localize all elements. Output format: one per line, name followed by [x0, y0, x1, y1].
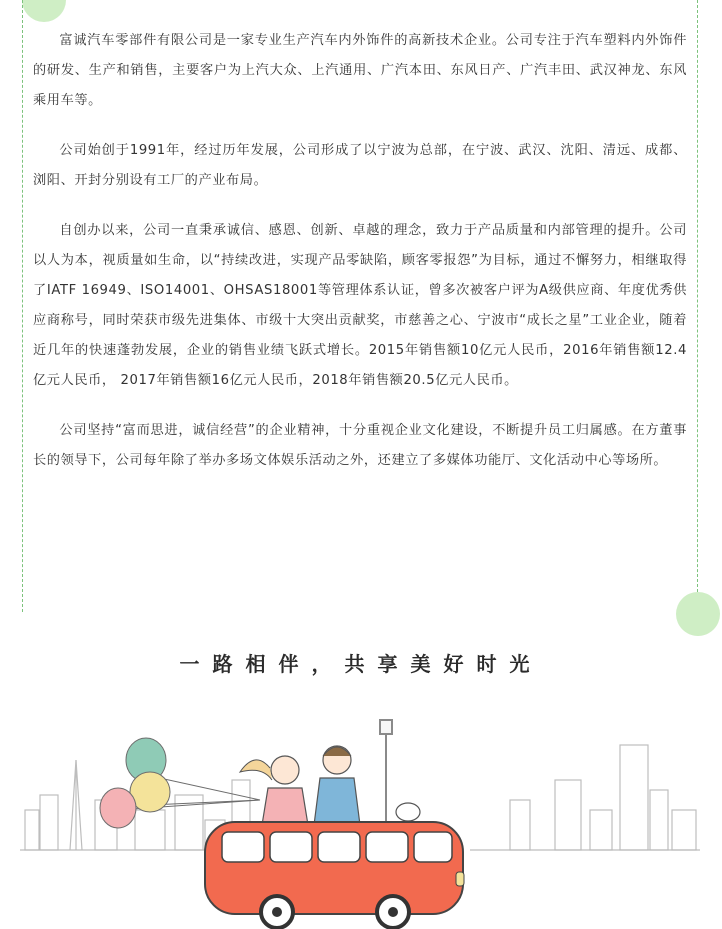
slogan-title: 一路相伴，共享美好时光 [179, 652, 543, 676]
street-lamp [380, 720, 392, 830]
paragraph-history: 公司始创于1991年，经过历年发展，公司形成了以宁波为总部，在宁波、武汉、沈阳、清远、成都、浏阳、开封分别设有工厂的产业布局。 [33, 143, 687, 188]
balloons [100, 738, 260, 828]
paragraph-achievements: 自创办以来，公司一直秉承诚信、感恩、创新、卓越的理念，致力于产品质量和内部管理的提升。公司以人为本，视质量如生命，以“持续改进，实现产品零缺陷，顾客零报怨”为目标，通过不懈努力，相继取得了IATF 16949、ISO14001、OHSAS18001等管理体系认证，曾多次被客户评为A级供应商、年度优秀供应商称号，同时荣获市级先进集体、市级十大突出贡献奖，市慈善之心、宁波市“成长之星”工业企业，随着近几年的快速蓬勃发展，企业的销售业绩飞跃式增长。2015年销售额10亿元人民币，2016年销售额12.4亿元人民币， 2017年销售额16亿元人民币，2018年销售额20.5亿元人民币。 [33, 223, 687, 388]
city-skyline-right [470, 745, 700, 850]
corner-dot-bottom-right [676, 592, 720, 636]
paragraph-culture: 公司坚持“富而思进，诚信经营”的企业精神，十分重视企业文化建设，不断提升员工归属感。在方董事长的领导下，公司每年除了举办多场文体娱乐活动之外，还建立了多媒体功能厅、文化活动中心等场所。 [33, 423, 687, 468]
paragraph-intro: 富诚汽车零部件有限公司是一家专业生产汽车内外饰件的高新技术企业。公司专注于汽车塑料内外饰件的研发、生产和销售，主要客户为上汽大众、上汽通用、广汽本田、东风日产、广汽丰田、武汉神龙、东风乘用车等。 [33, 33, 687, 108]
passengers [240, 746, 420, 825]
article-body [33, 26, 687, 496]
red-bus [205, 822, 464, 928]
bus-illustration [0, 700, 722, 929]
